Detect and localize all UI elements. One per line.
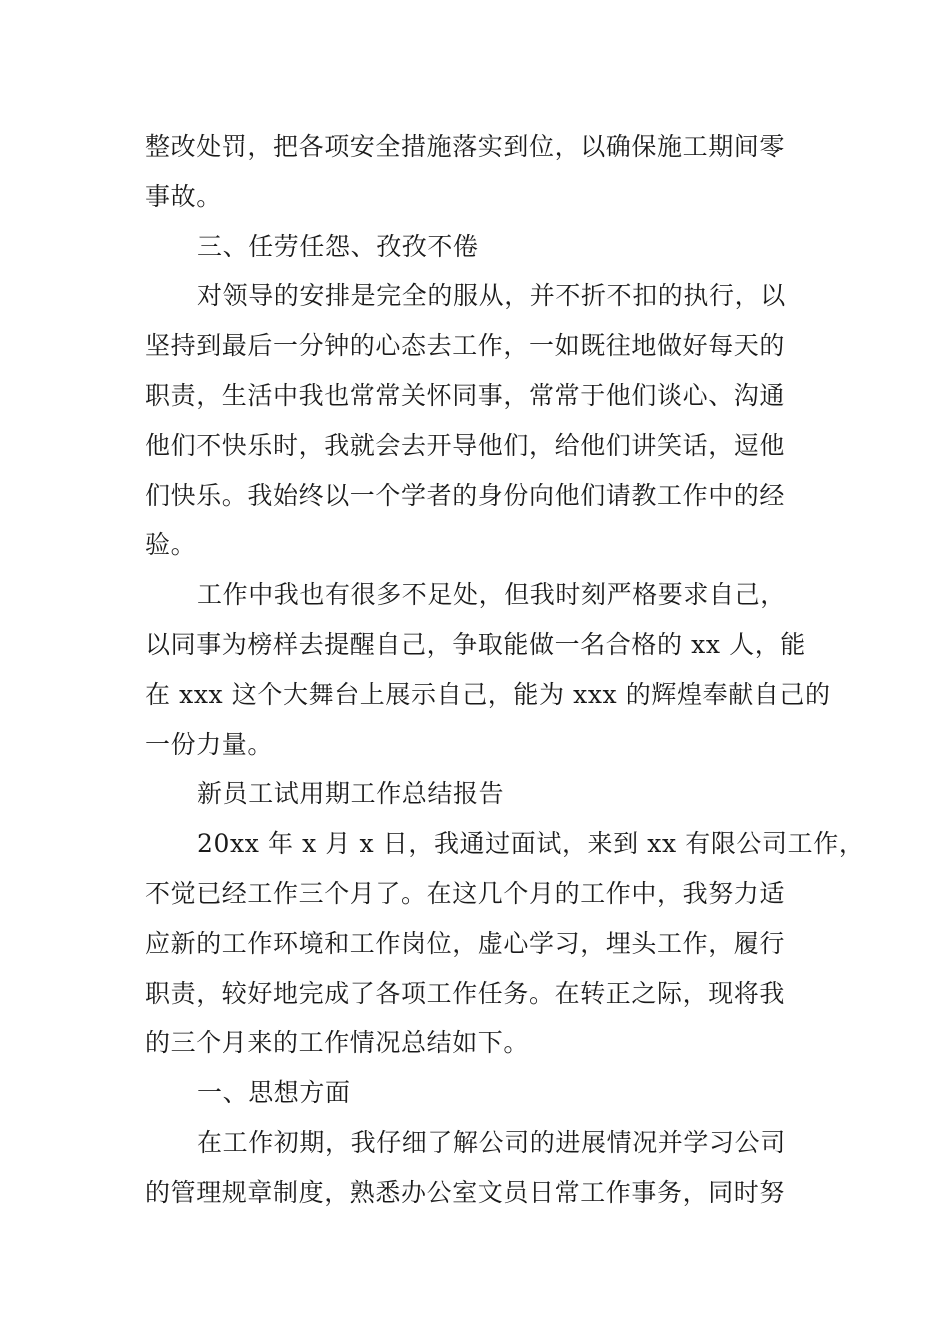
section-heading: 一、思想方面 (197, 1078, 351, 1108)
text-line: 20xx 年 x 月 x 日，我通过面试，来到 xx 有限公司工作， (197, 829, 865, 859)
text-line: 事故。 (145, 181, 222, 211)
text-line: 不觉已经工作三个月了。在这几个月的工作中，我努力适 (145, 878, 786, 908)
text-line: 对领导的安排是完全的服从，并不折不扣的执行，以 (197, 281, 786, 311)
text-line: 工作中我也有很多不足处，但我时刻严格要求自己， (197, 580, 786, 610)
text-line: 职责，较好地完成了各项工作任务。在转正之际，现将我 (145, 978, 786, 1008)
document-body (145, 122, 865, 1218)
text-line: 应新的工作环境和工作岗位，虚心学习，埋头工作，履行 (145, 928, 786, 958)
text-line: 在 xxx 这个大舞台上展示自己，能为 xxx 的辉煌奉献自己的 (145, 679, 831, 709)
text-line: 们快乐。我始终以一个学者的身份向他们请教工作中的经 (145, 480, 786, 510)
text-line: 以同事为榜样去提醒自己，争取能做一名合格的 xx 人，能 (145, 629, 806, 659)
text-line: 在工作初期，我仔细了解公司的进展情况并学习公司 (197, 1127, 786, 1157)
section-heading: 三、任劳任怨、孜孜不倦 (197, 231, 479, 261)
text-line: 的三个月来的工作情况总结如下。 (145, 1028, 530, 1058)
text-line: 职责，生活中我也常常关怀同事，常常于他们谈心、沟通 (145, 380, 786, 410)
text-line: 的管理规章制度，熟悉办公室文员日常工作事务，同时努 (145, 1177, 786, 1207)
text-line: 验。 (145, 530, 197, 560)
text-line: 他们不快乐时，我就会去开导他们，给他们讲笑话，逗他 (145, 430, 786, 460)
text-line: 坚持到最后一分钟的心态去工作，一如既往地做好每天的 (145, 331, 786, 361)
document-title: 新员工试用期工作总结报告 (197, 779, 505, 809)
text-line: 一份力量。 (145, 729, 274, 759)
text-line: 整改处罚，把各项安全措施落实到位，以确保施工期间零 (145, 132, 786, 161)
